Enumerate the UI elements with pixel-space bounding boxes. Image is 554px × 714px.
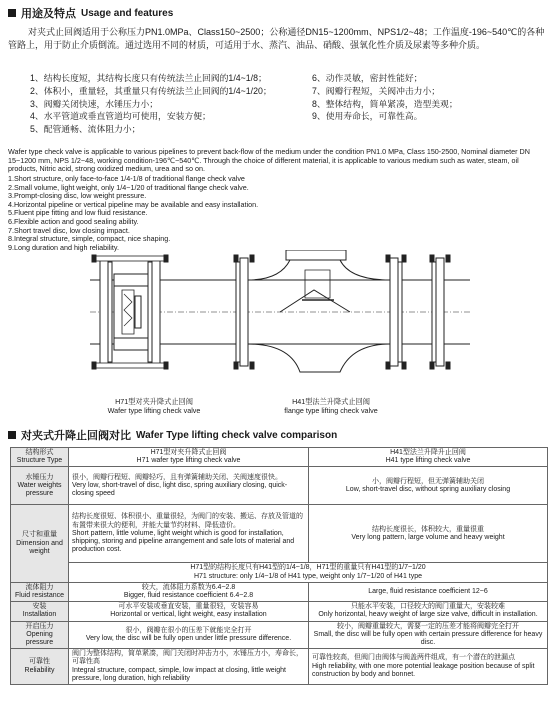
row-label [11, 621, 69, 649]
h71-cell [69, 505, 309, 563]
h41-text-en: Large, fluid resistance coefficient 12~6 [368, 587, 488, 595]
h41-text-en: Very long pattern, large volume and heavy weight [351, 533, 505, 541]
english-feature-item: 9.Long duration and high reliability. [8, 242, 119, 252]
h41-text-zh: 较小，阀瓣重量较大，需要一定的压差才能将阀瓣完全打开 [337, 622, 519, 630]
header-h41-zh: H41型法兰升降升止回阀 [390, 449, 466, 456]
h41-text-zh: 可靠性较高，但阀门由阀体与阀盖两件组成，有一个潜在的泄漏点 [312, 654, 515, 662]
english-feature-item: 2.Small volume, light weight, only 1/4~1/20 of traditional flange check valve. [8, 182, 249, 192]
header-h41 [309, 448, 548, 467]
dimension-note-en: H71 structure: only 1/4~1/8 of H41 type, weight only 1/7~1/20 of H41 type [193, 572, 423, 580]
h41-text-en: High reliability, with one more potential leakage position because of split construction by body and bonnet. [312, 662, 535, 678]
h41-cell [309, 505, 548, 563]
h71-cell [69, 582, 309, 601]
table-row [11, 505, 548, 563]
features-right-list [312, 72, 458, 123]
h71-cell [69, 621, 309, 649]
feature-item: 5、配管通畅、流体阻力小； [30, 124, 141, 135]
row-label-en: Water weights pressure [17, 481, 62, 497]
comparison-section-header [8, 428, 337, 442]
wafer-caption-en: Wafer type lifting check valve [107, 405, 201, 415]
feature-item: 9、使用寿命长，可靠性高。 [312, 111, 423, 122]
comparison-title-zh: 对夹式升降止回阀对比 [21, 430, 131, 442]
english-feature-item: 1.Short structure, only face-to-face 1/4-1/8 of traditional flange check valve [8, 174, 245, 183]
row-label-zh: 可靠性 [29, 658, 50, 666]
row-label [11, 467, 69, 505]
english-feature-item: 6.Flexible action and good sealing ability. [8, 216, 139, 226]
row-label-zh: 安装 [32, 603, 47, 611]
usage-intro: 对夹式止回阀适用于公称压力PN1.0MPa、Class150~2500；公称通径DN15~1200mm、NPS1/2~48；工作温度-196~540℃的各种管路上，用于防止介质倒流。通过选用不同的材质，可适用于水、蒸汽、油品、硝酸、强氧化性介质及尿素等多种介质。 [8, 27, 545, 50]
h41-text-en: Only horizontal, heavy weight of large size valve, difficult in installation. [318, 611, 538, 619]
header-h71-en: H71 wafer type lifting check valve [136, 457, 241, 465]
h71-text-en: Horizontal or vertical, light weight, easy installation [110, 611, 267, 619]
english-feature-item: 5.Fluent pipe fitting and low fluid resistance. [8, 208, 148, 218]
table-row [11, 467, 548, 505]
h71-cell [69, 602, 309, 621]
row-label [11, 582, 69, 601]
h71-text-zh: 阀门为整体结构，简单紧凑，阀门关闭时冲击力小，水锤压力小，寿命长，可靠性高 [72, 650, 303, 666]
feature-item: 6、动作灵敏，密封性能好； [312, 73, 423, 83]
h41-cell [309, 649, 548, 685]
feature-item: 2、体积小，重量轻，其重量只有传统法兰止回阀的1/4~1/20； [30, 85, 272, 96]
table-header-row [11, 448, 548, 467]
h71-text-zh: 结构长度很短、体积很小、重量很轻，为阀门的安装、搬运、存放及管道的布置带来很大的便利，并能大量节约材料、降低造价。 [72, 513, 303, 529]
wafer-caption-zh: H71型对夹升降式止回阀 [115, 397, 193, 406]
h41-text-zh: 只能水平安装，口径较大的阀门重量大，安装较难 [351, 603, 505, 611]
row-label [11, 602, 69, 621]
flange-caption-zh: H41型法兰升降式止回阀 [292, 397, 370, 406]
english-feature-item: 8.Integral structure, simple, compact, nice shaping. [8, 234, 171, 244]
valve-comparison-drawing [90, 250, 470, 398]
header-h71-zh: H71型对夹升降式止回阀 [150, 449, 227, 456]
row-label-en: Opening pressure [25, 630, 54, 647]
english-feature-item: 4.Horizontal pipeline or vertical pipeline may be available and easy installation. [8, 199, 259, 209]
row-label-zh: 流体阻力 [25, 583, 54, 591]
english-features-list [8, 175, 258, 252]
header-h41-en: H41 type lifting check valve [385, 457, 471, 465]
dimension-note-zh: H71型的结构长度只有H41型的1/4~1/8，H71型的重量只有H41型的1/7~1/20 [190, 564, 426, 572]
h41-text-zh: 小，阀瓣行程短，但无弹簧辅助关闭 [372, 477, 484, 485]
english-feature-item: 7.Short travel disc, low closing impact. [8, 225, 130, 235]
h71-text-en: Bigger, fluid resistance coefficient 6.4~2.8 [123, 592, 254, 600]
feature-item: 8、整体结构，简单紧凑，造型美观； [312, 98, 458, 109]
feature-item: 1、结构长度短，其结构长度只有传统法兰止回阀的1/4~1/8； [30, 73, 267, 83]
comparison-title-en: Wafer Type lifting check valve comparison [136, 429, 338, 441]
h71-text-en: Short pattern, little volume, light weight which is good for installation, shipping, storing and pipeline arrangement and safe lots of material and production cost. [72, 529, 295, 554]
row-label [11, 649, 69, 685]
h71-text-zh: 较大，流体阻力系数为6.4~2.8 [141, 583, 236, 591]
h41-cell [309, 582, 548, 601]
usage-section-header [8, 6, 173, 20]
row-label [11, 505, 69, 582]
row-label-zh: 水锤压力 [25, 473, 54, 481]
dimension-note-cell [69, 563, 548, 582]
feature-item: 3、阀瓣关闭快速，水锤压力小； [30, 98, 159, 109]
h71-text-zh: 很小，阀瓣在很小的压差下就能完全打开 [125, 626, 252, 634]
h71-cell [69, 467, 309, 505]
row-label-en: Reliability [24, 666, 55, 674]
section-square-icon [8, 9, 16, 17]
h71-text-en: Very low, the disc will be fully open under little pressure difference. [85, 634, 292, 642]
h71-text-zh: 很小，阀瓣行程短、阀瓣轻巧，且有弹簧辅助关闭、关阀速度很快。 [72, 473, 282, 481]
table-row [11, 602, 548, 621]
table-row [11, 621, 548, 649]
header-form-zh: 结构形式 [25, 449, 54, 456]
section-square-icon [8, 431, 16, 439]
h71-text-en: Very low, short-travel of disc, light disc, spring auxiliary closing, quick-closing speed [72, 481, 288, 497]
wafer-valve-caption [84, 398, 224, 415]
usage-title-en: Usage and features [81, 7, 174, 19]
english-feature-item: 3.Prompt-closing disc, low weight pressure. [8, 191, 147, 201]
flange-caption-en: flange type lifting check valve [284, 405, 378, 415]
header-structure-type [11, 448, 69, 467]
h41-cell [309, 467, 548, 505]
h71-text-zh: 可水平安装或垂直安装，重量很轻，安装容易 [118, 603, 259, 611]
table-row [11, 582, 548, 601]
h71-cell [69, 649, 309, 685]
h41-text-en: Small, the disc will be fully open with certain pressure difference for heavy disc. [313, 630, 543, 647]
comparison-table [10, 447, 548, 685]
table-row-note [11, 563, 548, 582]
h41-cell [309, 621, 548, 649]
table-row [11, 649, 548, 685]
usage-english-paragraph: Wafer type check valve is applicable to various pipelines to prevent back-flow of the medium under the condition PN1.0 MPa, Class 150-2500, Nominal diameter DN 15~1200 mm, NPS 1/2~48, working condition-196℃~540℃. Through the choice of different material, it is applicable to various medium such as water, steam, oil products, Nitric acid, strong oxidized medium, urea and so on. [8, 147, 530, 174]
feature-item: 7、阀瓣行程短，关阀冲击力小； [312, 85, 441, 96]
flange-valve-caption [256, 398, 406, 415]
features-left-list [30, 72, 272, 136]
h41-text-zh: 结构长度很长，体积较大，重量很重 [372, 525, 484, 533]
row-label-zh: 尺寸和重量 [22, 531, 57, 539]
row-label-en: Installation [22, 611, 57, 619]
usage-title-zh: 用途及特点 [21, 8, 76, 20]
feature-item: 4、水平管道或垂直管道均可使用，安装方便； [30, 111, 211, 122]
h41-cell [309, 602, 548, 621]
row-label-en: Fluid resistance [14, 592, 65, 600]
header-form-en: Structure Type [16, 457, 63, 465]
header-h71 [69, 448, 309, 467]
row-label-zh: 开启压力 [25, 622, 54, 630]
h71-text-en: Integral structure, compact, simple, low impact at closing, little weight pressure, long duration, high reliability [72, 666, 286, 682]
row-label-en: Dimension and weight [16, 539, 63, 555]
h41-text-en: Low, short-travel disc, without spring auxiliary closing [345, 485, 511, 493]
